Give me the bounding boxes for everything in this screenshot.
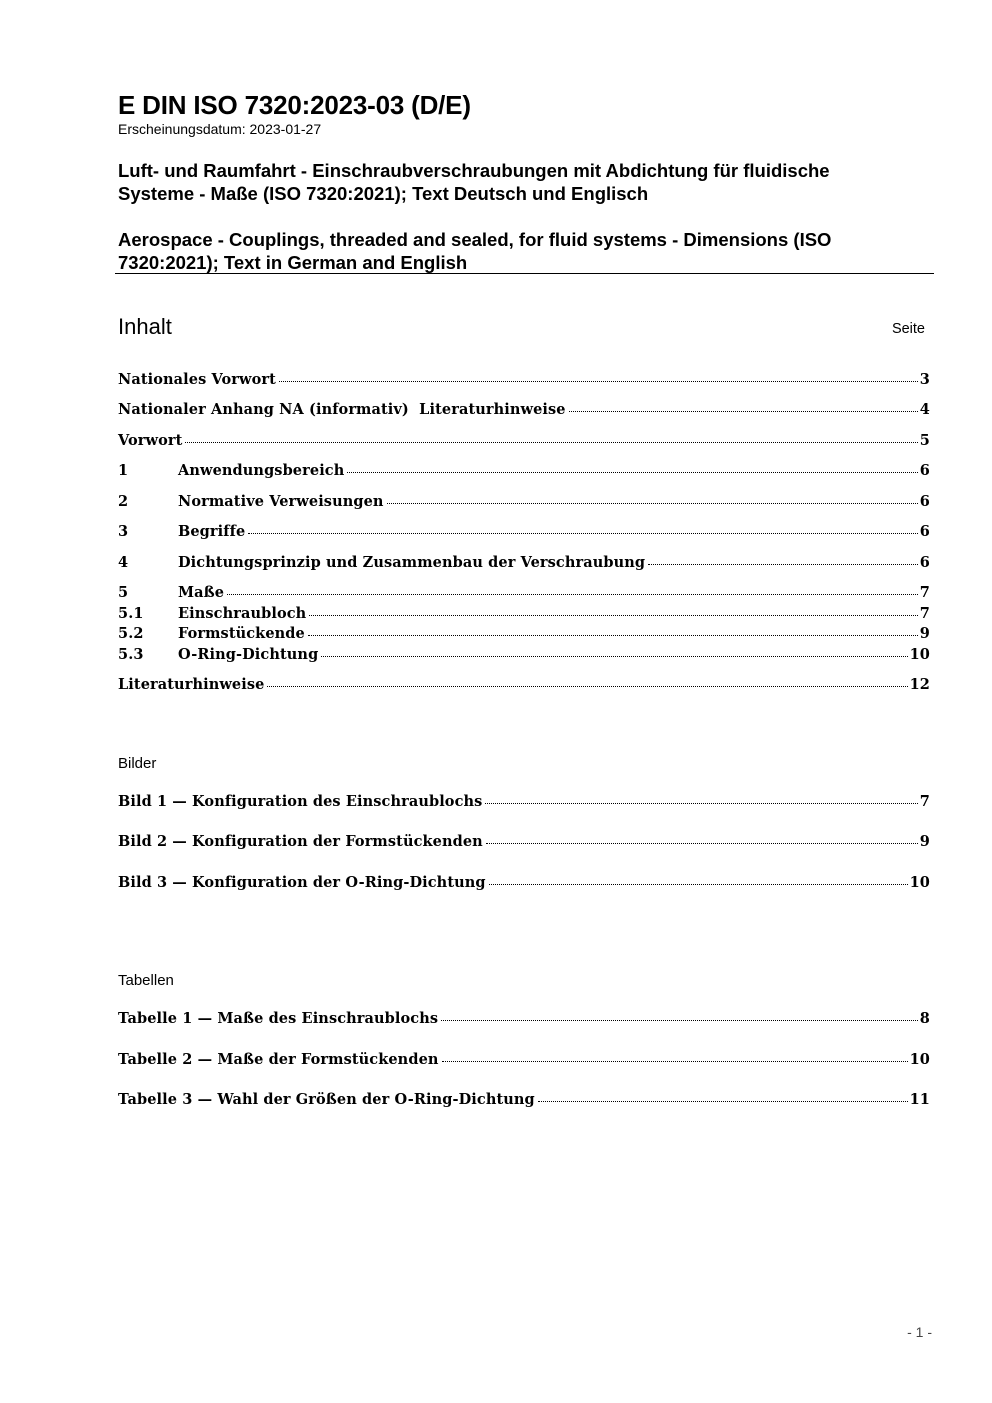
toc-leader <box>648 563 918 565</box>
toc-entry-page: 6 <box>919 493 930 510</box>
toc-entry-page: 12 <box>909 676 930 693</box>
table-entry-page: 11 <box>909 1091 930 1108</box>
toc-leader <box>185 441 917 443</box>
toc-entry-label: Nationales Vorwort <box>118 371 276 388</box>
toc-entry-section-5-1[interactable] <box>118 605 930 625</box>
toc-leader <box>279 380 918 382</box>
figure-entry-2[interactable] <box>118 833 930 853</box>
toc-entry-section-5-2[interactable] <box>118 625 930 645</box>
toc-leader <box>441 1019 918 1021</box>
toc-leader <box>569 410 918 412</box>
table-entry-2[interactable] <box>118 1051 930 1071</box>
title-english-line-1: Aerospace - Couplings, threaded and sealed, for fluid systems - Dimensions (ISO <box>118 229 832 250</box>
toc-entry-number: 2 <box>118 493 129 510</box>
toc-leader <box>486 842 918 844</box>
toc-entry-nationaler-anhang[interactable] <box>118 401 930 421</box>
toc-leader <box>485 802 917 804</box>
table-entry-1[interactable] <box>118 1010 930 1030</box>
toc-entry-page: 6 <box>919 554 930 571</box>
document-title: E DIN ISO 7320:2023-03 (D/E) <box>118 90 471 120</box>
figure-entry-label: Bild 2 — Konfiguration der Formstückenden <box>118 833 483 850</box>
figure-entry-page: 7 <box>919 793 930 810</box>
toc-entry-label: Anwendungsbereich <box>178 462 345 479</box>
toc-entry-number: 5 <box>118 584 129 601</box>
title-german <box>118 159 918 205</box>
toc-entry-section-2[interactable] <box>118 493 930 513</box>
toc-entry-number: 3 <box>118 523 129 540</box>
toc-entry-literaturhinweise[interactable] <box>118 676 930 696</box>
figure-entry-page: 10 <box>909 874 930 891</box>
toc-entry-label: Dichtungsprinzip und Zusammenbau der Verschraubung <box>178 554 646 571</box>
toc-entry-number: 5.1 <box>118 605 144 622</box>
title-english <box>118 228 918 274</box>
toc-entry-page: 6 <box>919 462 930 479</box>
toc-entry-nationales-vorwort[interactable] <box>118 371 930 391</box>
toc-heading: Inhalt <box>118 314 172 339</box>
toc-entry-page: 9 <box>919 625 930 642</box>
table-entry-label: Tabelle 3 — Wahl der Größen der O-Ring-Dichtung <box>118 1091 535 1108</box>
toc-entry-number: 1 <box>118 462 129 479</box>
page-number: - 1 - <box>907 1324 932 1340</box>
figure-entry-label: Bild 1 — Konfiguration des Einschraublochs <box>118 793 483 810</box>
toc-entry-label: Literaturhinweise <box>118 676 265 693</box>
toc-entry-page: 6 <box>919 523 930 540</box>
page-column-label: Seite <box>891 321 925 337</box>
table-entry-page: 10 <box>909 1051 930 1068</box>
title-german-line-1: Luft- und Raumfahrt - Einschraubverschraubungen mit Abdichtung für fluidische <box>118 160 830 181</box>
toc-entry-label: Normative Verweisungen <box>178 493 384 510</box>
toc-leader <box>538 1100 908 1102</box>
toc-leader <box>227 593 918 595</box>
tables-heading: Tabellen <box>118 972 174 989</box>
toc-leader <box>308 634 918 636</box>
toc-entry-number: 5.3 <box>118 646 144 663</box>
table-entry-label: Tabelle 1 — Maße des Einschraublochs <box>118 1010 439 1027</box>
figure-entry-1[interactable] <box>118 793 930 813</box>
toc-entry-number: 5.2 <box>118 625 144 642</box>
toc-entry-vorwort[interactable] <box>118 432 930 452</box>
title-divider <box>115 273 934 274</box>
toc-entry-label: Begriffe <box>178 523 246 540</box>
toc-entry-page: 5 <box>919 432 930 449</box>
toc-leader <box>347 471 917 473</box>
toc-entry-number: 4 <box>118 554 129 571</box>
title-german-line-2: Systeme - Maße (ISO 7320:2021); Text Deutsch und Englisch <box>118 183 649 204</box>
figure-entry-label: Bild 3 — Konfiguration der O-Ring-Dichtung <box>118 874 486 891</box>
toc-leader <box>321 655 907 657</box>
toc-entry-label: Maße <box>178 584 225 601</box>
toc-entry-section-1[interactable] <box>118 462 930 482</box>
figure-entry-3[interactable] <box>118 874 930 894</box>
toc-leader <box>387 502 918 504</box>
toc-entry-section-5[interactable] <box>118 584 930 604</box>
toc-entry-label: O-Ring-Dichtung <box>178 646 319 663</box>
figures-heading: Bilder <box>118 755 157 772</box>
toc-entry-label: Formstückende <box>178 625 305 642</box>
toc-leader <box>442 1060 908 1062</box>
table-entry-3[interactable] <box>118 1091 930 1111</box>
toc-entry-page: 7 <box>919 584 930 601</box>
toc-entry-page: 10 <box>909 646 930 663</box>
toc-entry-page: 4 <box>919 401 930 418</box>
toc-entry-page: 3 <box>919 371 930 388</box>
toc-entry-label: Vorwort <box>118 432 183 449</box>
toc-leader <box>267 685 907 687</box>
title-english-line-2: 7320:2021); Text in German and English <box>118 252 468 273</box>
toc-entry-section-5-3[interactable] <box>118 646 930 666</box>
toc-leader <box>489 883 908 885</box>
publication-date: Erscheinungsdatum: 2023-01-27 <box>118 121 322 137</box>
table-entry-label: Tabelle 2 — Maße der Formstückenden <box>118 1051 439 1068</box>
toc-entry-label: Einschraubloch <box>178 605 307 622</box>
toc-entry-label: Nationaler Anhang NA (informativ) Literaturhinweise <box>118 401 566 418</box>
toc-entry-section-4[interactable] <box>118 554 930 574</box>
table-entry-page: 8 <box>919 1010 930 1027</box>
toc-leader <box>248 532 918 534</box>
toc-leader <box>309 614 917 616</box>
figure-entry-page: 9 <box>919 833 930 850</box>
toc-entry-page: 7 <box>919 605 930 622</box>
toc-entry-section-3[interactable] <box>118 523 930 543</box>
